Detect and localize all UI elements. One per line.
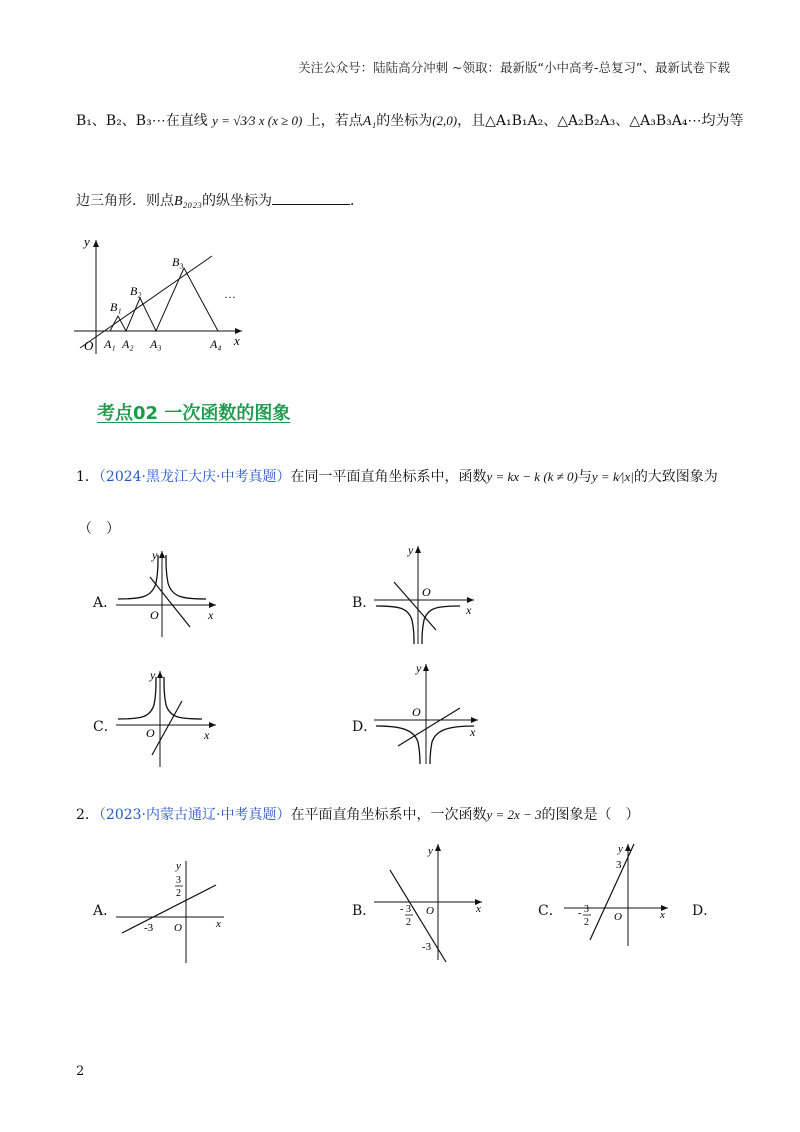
q1-source[interactable]: （2024·黑龙江大庆·中考真题）: [98, 469, 291, 485]
fig-a2: A₂: [122, 337, 134, 351]
q1b-hyperbola-right: [422, 606, 460, 644]
fig-x-label: x: [234, 333, 240, 348]
q2-text-b: 的图象是（ ）: [541, 807, 640, 823]
q1b-hyperbola-left: [376, 606, 414, 644]
prev-text-mid1: 上，若点: [306, 113, 363, 129]
q1-formula2: y = k⁄|x|: [591, 469, 634, 484]
fig-b1: B₁: [110, 300, 122, 314]
q1c-hyperbola-right: [164, 677, 202, 719]
fig-y-label: y: [84, 234, 90, 249]
q2a-y: y: [176, 860, 181, 872]
prev-text-pre: B₁、B₂、B₃⋯在直线: [76, 113, 208, 129]
q1-graph-b: [370, 540, 480, 650]
q2c-frac-num: 3: [584, 904, 589, 915]
section-title: 考点02 一次函数的图象: [97, 403, 291, 424]
q2c-y: y: [618, 843, 623, 855]
q1-number: 1．: [76, 469, 99, 485]
line-y-root3-over-3-x: [80, 256, 212, 348]
q2-source[interactable]: （2023·内蒙古通辽·中考真题）: [98, 807, 291, 823]
coord-a1: (2,0): [432, 113, 458, 128]
q2a-line: [122, 885, 216, 933]
fig-origin-label: O: [84, 338, 94, 353]
fig-b3: B₃: [172, 255, 184, 269]
q1-text-c: 的大致图象为: [633, 469, 718, 485]
q1-formula1: y = kx − k (k ≠ 0): [486, 469, 578, 484]
q2-graph-b: [370, 840, 490, 965]
q1-option-d[interactable]: D．: [352, 719, 378, 735]
q2b-o: O: [426, 905, 434, 917]
q2c-line: [590, 844, 634, 940]
q2-number: 2．: [76, 807, 99, 823]
q2-formula: y = 2x − 3: [486, 807, 542, 822]
q2-option-d[interactable]: D．: [692, 903, 718, 919]
q2a-frac-den: 2: [176, 888, 181, 899]
q2b-frac-minus: -: [400, 904, 404, 915]
q1d-y: y: [416, 661, 422, 675]
q2b-y: y: [428, 845, 433, 857]
q1c-o: O: [146, 726, 155, 740]
q1a-y: y: [152, 548, 158, 562]
q1c-hyperbola-left: [118, 677, 156, 719]
fig-b2: B₂: [130, 284, 142, 298]
q1d-hyperbola-left: [376, 726, 420, 764]
q2-option-b[interactable]: B．: [352, 903, 377, 919]
point-a1: A₁: [362, 114, 377, 129]
line-formula: y = √3⁄3 x (x ≥ 0): [212, 113, 303, 128]
q1d-x: x: [470, 725, 476, 739]
period: ．: [350, 193, 365, 209]
q2-graph-a: [112, 855, 232, 965]
q2a-frac-num: 3: [176, 875, 181, 886]
q2-option-a[interactable]: A．: [93, 903, 118, 919]
q2c-frac-minus: -: [578, 908, 582, 919]
q2c-o: O: [614, 911, 622, 923]
q1-paren: （ ）: [78, 521, 120, 537]
q1-option-b[interactable]: B．: [352, 595, 377, 611]
q2-text-a: 在平面直角坐标系中，一次函数: [290, 807, 487, 823]
q1b-o: O: [422, 585, 431, 599]
point-b2023: B₂₀₂₃: [174, 194, 203, 209]
q2c-three: 3: [616, 859, 622, 871]
fig-a1: A₁: [104, 337, 116, 351]
q1-graph-d: [370, 658, 485, 768]
q2a-neg3: -3: [144, 922, 154, 934]
q1-graph-c: [112, 665, 222, 770]
prev-text-mid2: 的坐标为: [376, 113, 433, 129]
prev-question-line2: [76, 192, 364, 212]
q2c-frac-den: 2: [584, 917, 589, 928]
prev-text-mid3: ，且△A₁B₁A₂、△A₂B₂A₃、△A₃B₃A₄⋯均为等: [457, 113, 744, 129]
q1-text-a: 在同一平面直角坐标系中，函数: [290, 469, 487, 485]
q2a-x: x: [216, 918, 221, 930]
page-header: 关注公众号：陆陆高分冲刺 ~领取：最新版“小中高考-总复习”、最新试卷下载: [298, 60, 730, 75]
triangles-figure: [70, 228, 260, 358]
q1-option-c[interactable]: C．: [93, 719, 118, 735]
q1a-x: x: [208, 608, 214, 622]
fig-a4: A₄: [210, 337, 222, 351]
q2b-frac-num: 3: [406, 904, 411, 915]
q1c-y: y: [150, 668, 156, 682]
q1d-o: O: [412, 705, 421, 719]
answer-blank[interactable]: [272, 192, 350, 205]
q1b-y: y: [408, 543, 414, 557]
equilateral-triangles: [110, 268, 218, 331]
q2b-frac-den: 2: [406, 917, 411, 928]
q2-stem: [76, 806, 640, 826]
q1-text-b: 与: [577, 469, 592, 485]
q1b-x: x: [466, 603, 472, 617]
prev-question-line1: [76, 112, 743, 132]
fig-ellipsis: …: [224, 287, 236, 301]
q1-graph-a: [112, 545, 222, 640]
prev-text-line2a: 边三角形．则点: [76, 193, 174, 209]
q2a-o: O: [174, 922, 182, 934]
q2-option-c[interactable]: C．: [538, 903, 563, 919]
page-number: 2: [76, 1064, 85, 1079]
q2b-neg3: -3: [422, 941, 432, 953]
q2b-x: x: [476, 903, 481, 915]
y-arrow: [93, 240, 99, 247]
q1c-line: [152, 701, 182, 755]
q1d-line: [398, 708, 460, 746]
q1-option-a[interactable]: A．: [93, 595, 118, 611]
fig-a3: A₃: [150, 337, 162, 351]
prev-text-line2b: 的纵坐标为: [202, 193, 273, 209]
q1d-hyperbola-right: [430, 726, 474, 764]
q1a-o: O: [150, 608, 159, 622]
q1c-x: x: [204, 728, 210, 742]
q2-graph-c: [560, 840, 675, 950]
q1-stem: [76, 468, 718, 488]
q1a-hyperbola-right: [166, 555, 206, 599]
q2c-x: x: [660, 909, 665, 921]
